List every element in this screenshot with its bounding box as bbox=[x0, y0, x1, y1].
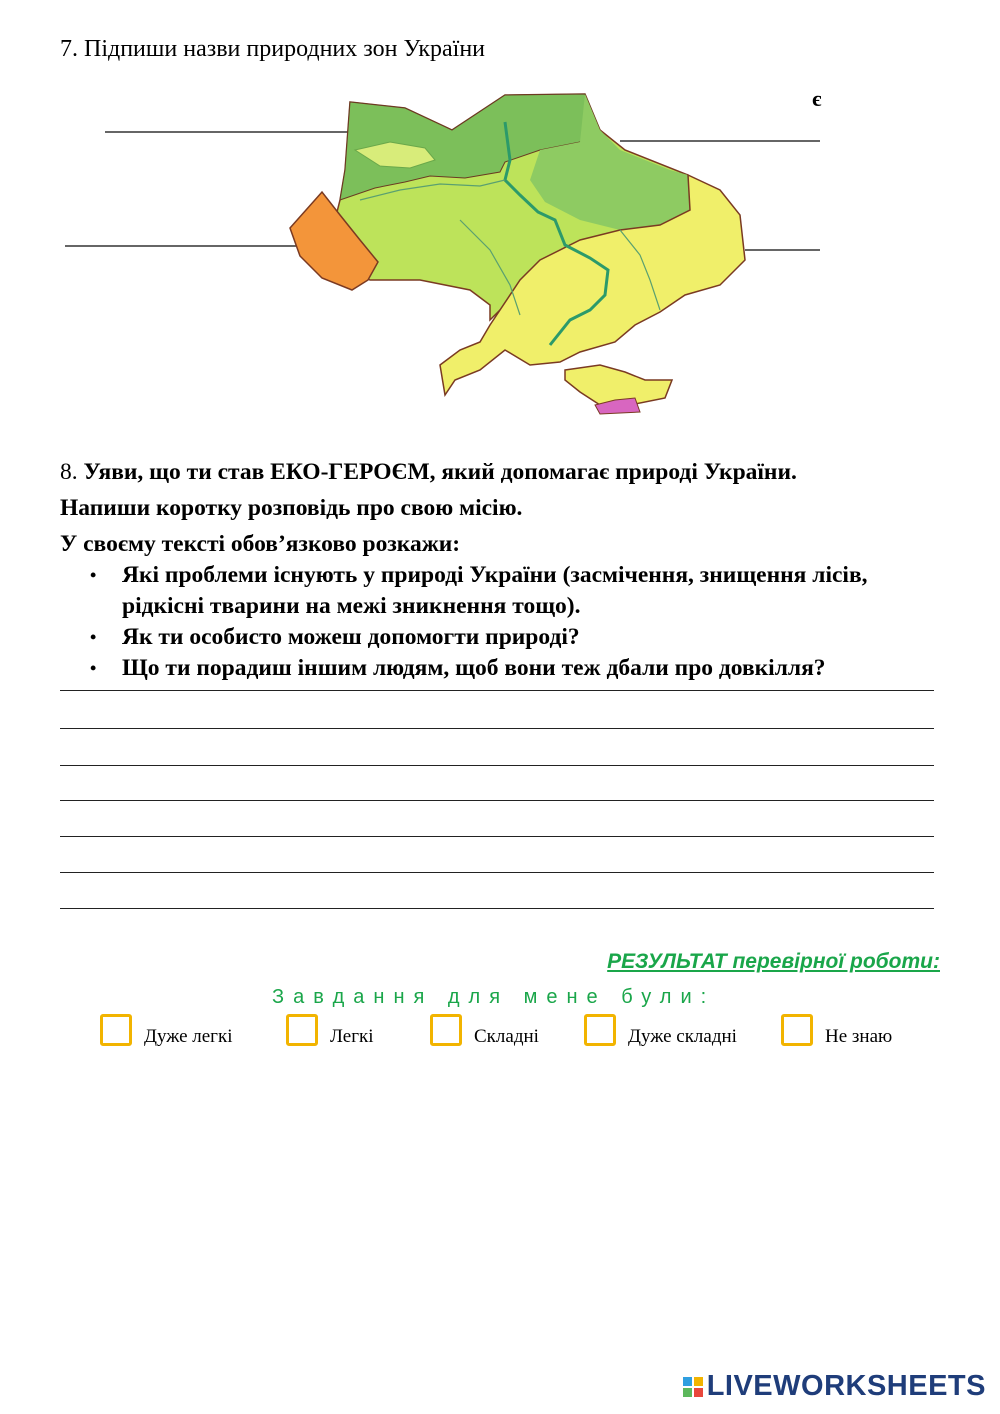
liveworksheets-icon bbox=[683, 1377, 703, 1397]
writing-line-1[interactable] bbox=[60, 690, 934, 691]
writing-line-4[interactable] bbox=[60, 800, 934, 801]
bullet-item-help: • Як ти особисто можеш допомогти природі? bbox=[90, 622, 950, 653]
question-8-bullet-list bbox=[90, 560, 950, 684]
question-7-title: 7. Підпиши назви природних зон України bbox=[60, 36, 486, 62]
writing-line-5[interactable] bbox=[60, 836, 934, 837]
checkbox-easy[interactable] bbox=[286, 1014, 318, 1046]
option-very-difficult[interactable] bbox=[584, 1012, 737, 1048]
option-difficult[interactable] bbox=[430, 1012, 539, 1048]
map-label-fragment: є bbox=[812, 86, 822, 111]
checkbox-very-easy[interactable] bbox=[100, 1014, 132, 1046]
option-label: Легкі bbox=[330, 1026, 374, 1047]
writing-line-6[interactable] bbox=[60, 872, 934, 873]
option-easy[interactable] bbox=[286, 1012, 374, 1048]
question-8 bbox=[60, 454, 960, 562]
ukraine-natural-zones-map bbox=[60, 80, 840, 425]
checkbox-dont-know[interactable] bbox=[781, 1014, 813, 1046]
question-8-line-1: Уяви, що ти став ЕКО-ГЕРОЄМ, який допомагає природі України. bbox=[83, 459, 797, 485]
question-8-line-3: У своєму тексті обов’язково розкажи: bbox=[60, 531, 461, 557]
liveworksheets-logo bbox=[683, 1370, 986, 1403]
crimea-zone bbox=[565, 365, 672, 405]
result-title: РЕЗУЛЬТАТ перевірної роботи: bbox=[607, 950, 940, 973]
checkbox-difficult[interactable] bbox=[430, 1014, 462, 1046]
writing-line-3[interactable] bbox=[60, 765, 934, 766]
option-label: Дуже легкі bbox=[144, 1026, 233, 1047]
writing-line-7[interactable] bbox=[60, 908, 934, 909]
bullet-item-advice: • Що ти порадиш іншим людям, щоб вони теж дбали про довкілля? bbox=[90, 653, 950, 684]
writing-line-2[interactable] bbox=[60, 728, 934, 729]
checkbox-very-difficult[interactable] bbox=[584, 1014, 616, 1046]
option-label: Складні bbox=[474, 1026, 539, 1047]
bullet-item-problems: • Які проблеми існують у природі України (засмічення, знищення лісів, рідкісні тварини на межі зникнення тощо). bbox=[90, 560, 950, 622]
option-dont-know[interactable] bbox=[781, 1012, 892, 1048]
question-8-line-2: Напиши коротку розповідь про свою місію. bbox=[60, 495, 523, 521]
liveworksheets-text: LIVEWORKSHEETS bbox=[706, 1370, 986, 1402]
option-label: Дуже складні bbox=[628, 1026, 737, 1047]
question-8-number: 8. bbox=[60, 459, 78, 485]
option-very-easy[interactable] bbox=[100, 1012, 233, 1048]
option-label: Не знаю bbox=[825, 1026, 893, 1047]
result-subtitle: Завдання для мене були: bbox=[272, 986, 716, 1008]
